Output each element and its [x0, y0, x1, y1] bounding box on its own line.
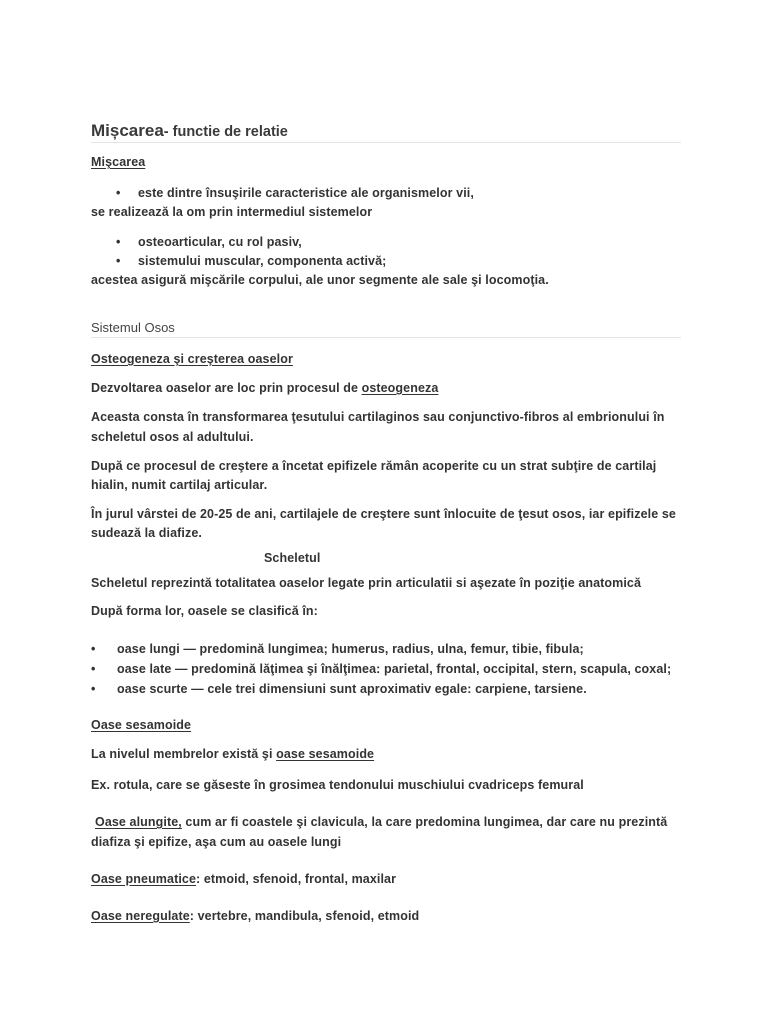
paragraph-1-text: Dezvoltarea oaselor are loc prin procesul de: [91, 381, 362, 395]
neregulate-term: Oase neregulate: [91, 909, 190, 923]
sesamoide-line-2: Ex. rotula, care se găseste în grosimea tendonului muschiului cvadriceps femural: [91, 778, 584, 792]
sesamoide-text: La nivelul membrelor există şi: [91, 747, 277, 761]
scheletul-heading: Scheletul: [264, 551, 321, 565]
paragraph-2-line-1: Aceasta consta în transformarea ţesutului cartilaginos sau conjunctivo-fibros al embrionului în: [91, 410, 665, 424]
alungite-line-1: [91, 815, 667, 829]
bullet-dot: •: [91, 642, 96, 656]
bullet-dot: •: [116, 186, 121, 200]
section-divider: [91, 337, 681, 338]
paragraph-3-line-1: După ce procesul de creştere a încetat epifizele rămân acoperite cu un strat subţire de cartilaj: [91, 459, 657, 473]
pneumatice-term: Oase pneumatice: [91, 872, 197, 886]
intro-line-2: acestea asigură mişcările corpului, ale unor segmente ale sale şi locomoţia.: [91, 273, 549, 287]
osteogeneza-heading: Osteogeneza şi creşterea oaselor: [91, 352, 293, 366]
intro-bullet-1: este dintre însuşirile caracteristice ale organismelor vii,: [138, 186, 474, 200]
bullet-dot: •: [116, 235, 121, 249]
neregulate-text: : vertebre, mandibula, sfenoid, etmoid: [189, 909, 420, 923]
intro-bullet-2: osteoarticular, cu rol pasiv,: [138, 235, 302, 249]
bullet-dot: •: [91, 662, 96, 676]
intro-line-1: se realizează la om prin intermediul sistemelor: [91, 205, 373, 219]
osteogeneza-term: osteogeneza: [361, 381, 439, 395]
title-divider: [91, 142, 681, 143]
alungite-text: cum ar fi coastele şi clavicula, la care predomina lungimea, dar care nu prezintă: [181, 815, 668, 829]
bone-type-item: oase lungi — predomină lungimea; humerus, radius, ulna, femur, tibie, fibula;: [117, 642, 584, 656]
intro-bullet-3: sistemului muscular, componenta activă;: [138, 254, 387, 268]
sesamoide-line-1: [91, 747, 374, 761]
schelet-paragraph-2: După forma lor, oasele se clasifică în:: [91, 604, 318, 618]
alungite-term: Oase alungite,: [95, 815, 182, 829]
title-main: Mișcarea: [91, 121, 164, 140]
page-title: [91, 121, 288, 141]
bone-type-item: oase scurte — cele trei dimensiuni sunt aproximativ egale: carpiene, tarsiene.: [117, 682, 587, 696]
paragraph-2-line-2: scheletul osos al adultului.: [91, 430, 254, 444]
title-sub: - functie de relatie: [163, 124, 288, 140]
paragraph-4-line-2: sudează la diafize.: [91, 526, 202, 540]
bullet-dot: •: [116, 254, 121, 268]
paragraph-4-line-1: În jurul vârstei de 20-25 de ani, cartilajele de creştere sunt înlocuite de ţesut osos, iar epifizele se: [91, 507, 676, 521]
bullet-dot: •: [91, 682, 96, 696]
section-title: Sistemul Osos: [91, 320, 175, 335]
intro-heading: Mişcarea: [91, 155, 146, 169]
sesamoide-term: oase sesamoide: [276, 747, 375, 761]
sesamoide-heading: Oase sesamoide: [91, 718, 192, 732]
pneumatice-line: [91, 872, 396, 886]
neregulate-line: [91, 909, 419, 923]
schelet-paragraph-1: Scheletul reprezintă totalitatea oaselor legate prin articulatii si aşezate în poziţie anatomică: [91, 576, 642, 590]
alungite-line-2: diafiza şi epifize, aşa cum au oasele lungi: [91, 835, 342, 849]
pneumatice-text: : etmoid, sfenoid, frontal, maxilar: [196, 872, 397, 886]
paragraph-1: [91, 381, 438, 395]
bone-type-item: oase late — predomină lăţimea şi înălţimea: parietal, frontal, occipital, stern, scapula, coxal;: [117, 662, 672, 676]
paragraph-3-line-2: hialin, numit cartilaj articular.: [91, 478, 268, 492]
